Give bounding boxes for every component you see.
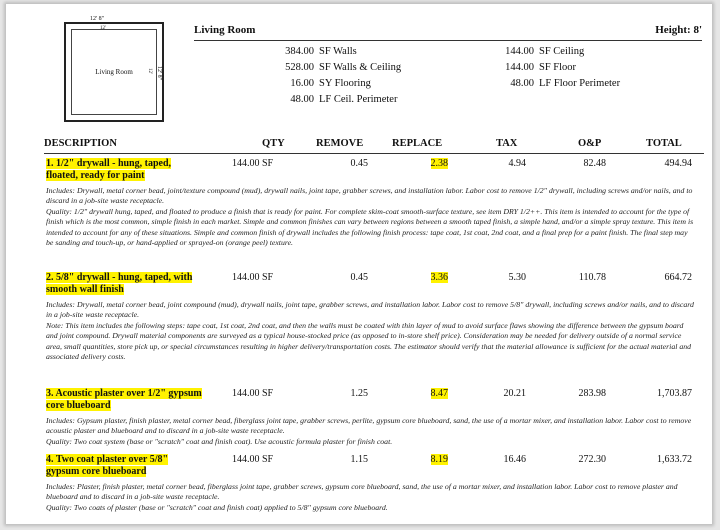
sketch-dimension-top: 12' 8" — [90, 16, 105, 22]
line-item-qty: 144.00 SF — [232, 454, 274, 465]
column-header-total: TOTAL — [646, 138, 682, 149]
line-item-total: 494.94 — [664, 158, 692, 169]
line-item-remove: 1.15 — [350, 454, 368, 465]
line-item-total: 1,703.87 — [657, 388, 692, 399]
line-item-remove: 0.45 — [350, 158, 368, 169]
column-header-replace: REPLACE — [392, 138, 443, 149]
line-item-description: Includes: Drywall, metal corner bead, joint compound (mud), drywall nails, joint tape, grabber screws, and installation labor. Labor cost to remove 5/8" drywall, including screws and/or nails, and to discard in a job-site waste receptacle. Note: This item includes the following steps: tape coat, 1st coat, 2nd coat, and then the walls must be coated with thin layer of mud to avoid surface flaws showing the difference between the gypsum board and joint compound. Drywall material components are surveyed as a typical house-stocked price (as opposed to in-store shelf price). Consideration may be needed for delivery outside of a normal service area, small quantities, store pick up, or special circumstances resulting in higher delivery/transportation costs. The estimator should verify that the material allowance is sufficient for the actual material and associated delivery costs. — [46, 300, 694, 362]
sketch-dimension-right: 12' 8" — [156, 66, 162, 81]
sketch-dimension-right-inner: 12' — [147, 68, 152, 74]
line-item-replace: 3.36 — [430, 272, 448, 283]
column-header-description: DESCRIPTION — [44, 138, 117, 149]
room-height: Height: 8' — [655, 24, 702, 36]
line-item-qty: 144.00 SF — [232, 272, 274, 283]
room-name: Living Room — [194, 24, 256, 36]
line-item-op: 272.30 — [578, 454, 606, 465]
line-item-op: 82.48 — [583, 158, 606, 169]
room-header — [194, 24, 702, 41]
line-item-remove: 1.25 — [350, 388, 368, 399]
line-item-tax: 5.30 — [508, 272, 526, 283]
measurement-floor: 144.00 SF Floor — [505, 62, 577, 73]
line-item-qty: 144.00 SF — [232, 158, 274, 169]
line-item-tax: 20.21 — [503, 388, 526, 399]
column-header-op: O&P — [578, 138, 602, 149]
measurement-ceil-perimeter: 48.00 LF Ceil. Perimeter — [290, 94, 398, 105]
line-item-title: 4. Two coat plaster over 5/8" gypsum core blueboard — [46, 454, 169, 477]
line-item-tax: 16.46 — [503, 454, 526, 465]
measurement-walls-ceiling: 528.00 SF Walls & Ceiling — [285, 62, 402, 73]
line-item-description: Includes: Plaster, finish plaster, metal corner bead, fiberglass joint tape, grabber screws, gypsum core blueboard, sand, the use of a mortar mixer, and installation labor. Labor cost to remove plaster and blueboard and to discard in a job-site waste receptacle. Quality: Two coats of plaster (base or "scratch" coat and finish coat) applied to 5/8" gypsum core blueboard. — [46, 482, 678, 512]
line-item-op: 283.98 — [578, 388, 606, 399]
column-header-qty: QTY — [262, 138, 285, 149]
line-item-title: 2. 5/8" drywall - hung, taped, with smooth wall finish — [46, 272, 193, 295]
line-item-title: 1. 1/2" drywall - hung, taped, floated, ready for paint — [46, 158, 172, 181]
estimate-page — [6, 4, 712, 524]
measurement-walls: 384.00 SF Walls — [285, 46, 357, 57]
line-item-replace: 8.19 — [430, 454, 448, 465]
line-item-remove: 0.45 — [350, 272, 368, 283]
header-divider — [44, 153, 704, 154]
line-item-description: Includes: Gypsum plaster, finish plaster, metal corner bead, fiberglass joint tape, grabber screws, perlite, gypsum core blueboard, sand, the use of a mortar mixer, and installation labor. Labor cost to remove acoustic plaster and blueboard and to discard in a job-site waste receptacle. Quality: Two coat system (base or "scratch" coat and finish coat). Use acoustic formula plaster for finish coat. — [46, 416, 692, 446]
line-item-replace: 8.47 — [430, 388, 448, 399]
line-item-description: Includes: Drywall, metal corner bead, joint/texture compound (mud), drywall nails, joint tape, grabber screws, and installation labor. Labor cost to remove 1/2" drywall, including screws and/or nails, and to discard in a job-site waste receptacle. Quality: 1/2" drywall hung, taped, and floated to produce a finish that is ready for paint. For complete skim-coat smooth-surface texture, see item DRY 1/2++. This item is intended to account for the type of finish which is the most common, simple finish in each market. Simple and common finishes can vary between regions between a smooth taped finish, a simple hand, and/or a simple spray texture. This item is intended to account for any of these situations. Simple and common finish of drywall includes the following finish process: tape coat, 1st coat, 2nd coat, and a final prep for a paint finish. The final step may be sanding and touch-up, or hand-applied or sprayed-on (orange peel) texture. — [46, 186, 694, 248]
line-item-op: 110.78 — [578, 272, 606, 283]
room-sketch-label: Living Room — [95, 68, 133, 76]
line-item-total: 1,633.72 — [657, 454, 692, 465]
measurement-floor-perimeter: 48.00 LF Floor Perimeter — [510, 78, 621, 89]
line-item-total: 664.72 — [664, 272, 692, 283]
line-item-replace: 2.38 — [430, 158, 448, 169]
line-item-tax: 4.94 — [508, 158, 526, 169]
column-header-tax: TAX — [496, 138, 518, 149]
line-item-title: 3. Acoustic plaster over 1/2" gypsum core blueboard — [46, 388, 202, 411]
measurement-ceiling: 144.00 SF Ceiling — [505, 46, 585, 57]
sketch-dimension-top-inner: 12' — [100, 26, 106, 31]
column-header-remove: REMOVE — [316, 138, 364, 149]
measurement-flooring: 16.00 SY Flooring — [290, 78, 371, 89]
line-item-qty: 144.00 SF — [232, 388, 274, 399]
